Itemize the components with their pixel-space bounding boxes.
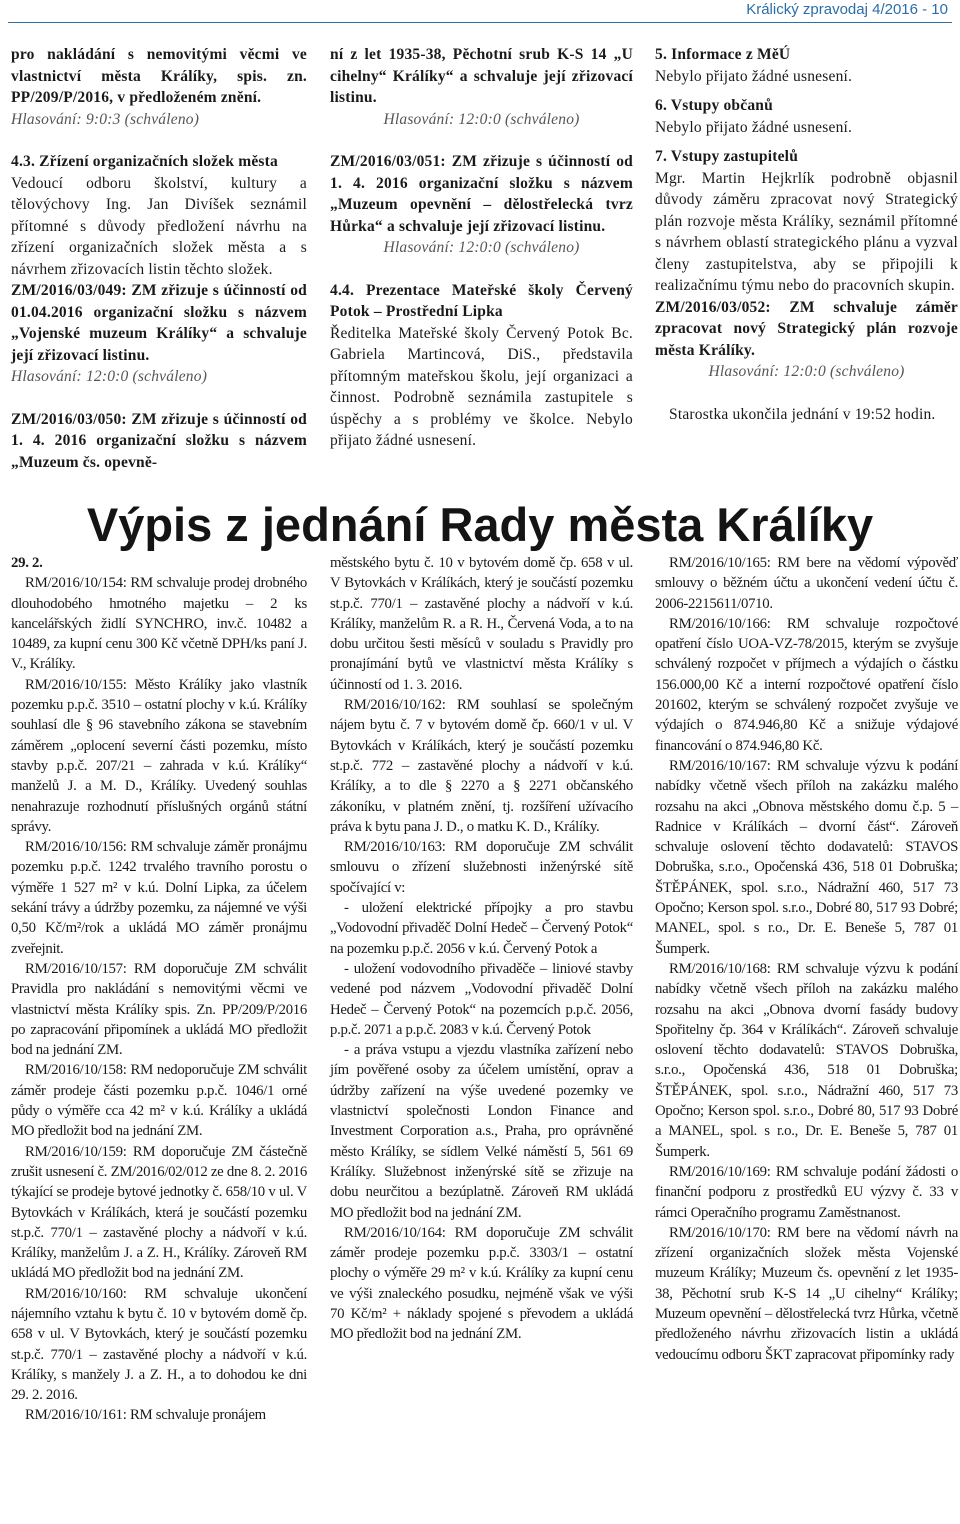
spacer	[655, 383, 958, 404]
paragraph: RM/2016/10/159: RM doporučuje ZM částečně zrušit usnesení č. ZM/2016/02/012 ze dne 8. 2. 2016 týkající se prodeje bytové jednotky č. 658/10 v ul. V Bytovkách v Králíkách, která je součástí pozemku st.p.č. 770/1 – zastavěné plochy a nádvoří v k.ú. Králíky, manželům J. a Z. H., Králíky. Zároveň RM ukládá MO předložit bod na jednání ZM.	[11, 1143, 307, 1282]
column-2	[330, 553, 633, 1345]
paragraph: RM/2016/10/167: RM schvaluje výzvu k podání nabídky včetně všech příloh na zakázku malého rozsahu na akci „Obnova městského domu č.p. 5 – Radnice v Králíkách – dvorní část“. Zároveň schvaluje oslovení těchto dodavatelů: STAVOS Dobruška, s.r.o., Opočenská 436, 518 01 Dobruška; ŠTĚPÁNEK, spol. s.r.o., Nádražní 460, 517 73 Opočno; Kerson spol. s.r.o., Dobré 80, 517 93 Dobré; MANEL, spol. s r.o., Dr. E. Beneše 5, 787 01 Šumperk.	[655, 757, 958, 957]
paragraph: - a práva vstupu a vjezdu vlastníka zařízení nebo jím pověřené osoby za účelem umístění, oprav a údržby zařízení na výše uvedené pozemky ve vlastnictví společnosti London Finance and Investment Corporation a.s., Praha, pro oprávněné město Králíky, se sídlem Velké náměstí 5, 561 69 Králíky. Služebnost inženýrské sítě se zřizuje na dobu neurčitou a bezúplatně. Zároveň RM ukládá MO předložit bod na jednání ZM.	[330, 1042, 633, 1221]
page-header-title: Králický zpravodaj 4/2016 - 10	[746, 1, 948, 18]
paragraph: městského bytu č. 10 v bytovém domě čp. 658 v ul. V Bytovkách v Králíkách, který je součástí pozemku st.p.č. 770/1 – zastavěné plochy a nádvoří v k.ú. Králíky, manželům R. a R. H., Červená Voda, a to na dobu určitou šesti měsíců v souladu s Pravidly pro pronajímání bytů ve vlastnictví města Králíky s účinností od 1. 3. 2016.	[330, 555, 633, 693]
paragraph: RM/2016/10/163: RM doporučuje ZM schválit smlouvu o zřízení služebnosti inženýrské sítě spočívající v:	[330, 839, 633, 896]
paragraph: RM/2016/10/160: RM schvaluje ukončení nájemního vztahu k bytu č. 10 v bytovém domě čp. 658 v ul. V Bytovkách, který je součástí pozemku st.p.č. 770/1 – zastavěné plochy a nádvoří v k.ú. Králíky, s manžely J. a Z. H., a to dohodou ke dni 29. 2. 2016.	[11, 1285, 307, 1404]
resolution-heading: 4.4. Prezentace Mateřské školy Červený Potok – Prostřední Lipka	[330, 281, 633, 320]
paragraph: - uložení vodovodního přivaděče – liniové stavby vedené pod názvem „Vodovodní přivaděč Dolní Hedeč – Červený Potok“ na pozemcích p.p.č. 2056, p.p.č. 2071 a p.p.č. 2083 v k.ú. Červený Potok	[330, 960, 633, 1038]
paragraph: RM/2016/10/156: RM schvaluje záměr pronájmu pozemku p.p.č. 1242 trvalého travního porostu o výměře 1 527 m² v k.ú. Dolní Lipka, za účelem sekání trávy a údržby pozemku, za nájemné ve výši 0,50 Kč/m²/rok a ukládá MO záměr pronájmu zveřejnit.	[11, 839, 307, 957]
paragraph: - uložení elektrické přípojky a pro stavbu „Vodovodní přivaděč Dolní Hedeč – Červený Potok“ na pozemku p.p.č. 2056 v k.ú. Červený Potok a	[330, 900, 633, 957]
page-header	[0, 0, 960, 22]
paragraph: Vedoucí odboru školství, kultury a tělovýchovy Ing. Jan Divíšek seznámil přítomné s důvody předložení návrhu na zřízení organizačních složek města a s návrhem zřizovacích listin těchto složek.	[11, 174, 307, 278]
paragraph: RM/2016/10/165: RM bere na vědomí výpověď smlouvy o běžném účtu a ukončení vedení účtu č. 2006-2215611/0710.	[655, 555, 958, 612]
vote-result: Hlasování: 12:0:0 (schváleno)	[383, 110, 580, 128]
column-1	[11, 44, 307, 473]
column-3	[655, 553, 958, 1365]
resolution-heading: ní z let 1935-38, Pěchotní srub K-S 14 „U cihelny“ Králíky“ a schvaluje její zřizovací listinu.	[330, 46, 633, 106]
paragraph: Starostka ukončila jednání v 19:52 hodin.	[669, 405, 936, 423]
paragraph: RM/2016/10/166: RM schvaluje rozpočtové opatření číslo UOA-VZ-78/2015, kterým se zvyšuje schválený rozpočet v příjmech a výdajích o částku 156.000,00 Kč a interní rozpočtové opatření číslo 201602, kterým se schválený rozpočet zvyšuje ve výdajích o 874.946,80 Kč a snižuje výdajové financování o 874.946,80 Kč.	[655, 615, 958, 754]
resolution-heading: 7. Vstupy zastupitelů	[655, 148, 799, 165]
paragraph: RM/2016/10/154: RM schvaluje prodej drobného dlouhodobého hmotného majetku – 2 ks kancelářských židlí SYNCHRO, inv.č. 10482 a 10489, za kupní cenu 300 Kč včetně DPH/ks paní J. V., Králíky.	[11, 575, 307, 673]
resolution-heading: 29. 2.	[11, 555, 43, 571]
paragraph: RM/2016/10/158: RM nedoporučuje ZM schválit záměr prodeje části pozemku p.p.č. 1046/1 orné půdy o výměře cca 42 m² v k.ú. Králíky a ukládá MO předložit bod na jednání ZM.	[11, 1062, 307, 1140]
paragraph: RM/2016/10/169: RM schvaluje podání žádosti o finanční podporu z prostředků EU výzvy č. 33 v rámci Operačního programu Zaměstnanost.	[655, 1163, 958, 1221]
paragraph: Nebylo přijato žádné usnesení.	[655, 118, 853, 136]
paragraph: Mgr. Martin Hejkrlík podrobně objasnil důvody záměru zpracovat nový Strategický plán rozvoje města Králíky, seznámil přítomné s návrhem oblastí strategického plánu a vyzval členy zastupitelstva, aby se připojili k realizačnímu týmu nebo do pracovních skupin.	[655, 169, 958, 294]
spacer	[655, 138, 958, 146]
spacer	[11, 388, 307, 409]
column-1	[11, 553, 307, 1426]
paragraph: RM/2016/10/170: RM bere na vědomí návrh na zřízení organizačních složek města Vojenské muzeum Králíky; Muzeum čs. opevnění z let 1935-38, Pěchotní srub K-S 14 „U cihelny“ Králíky; Muzeum opevnění – dělostřelecká tvrz Hůrka, včetně předloženého návrhu zřizovacích listin a ukládá vedoucímu odboru ŠKT zapracovat připomínky rady	[655, 1224, 958, 1363]
resolution-heading: 4.3. Zřízení organizačních složek města	[11, 153, 278, 170]
spacer	[330, 259, 633, 280]
paragraph: RM/2016/10/168: RM schvaluje výzvu k podání nabídky včetně všech příloh na zakázku malého rozsahu na akci „Obnova dvorní fasády budovy Spořitelny čp. 364 v Králíkách“. Zároveň schvaluje oslovení těchto dodavatelů: STAVOS Dobruška, s.r.o., Opočenská 436, 518 01 Dobruška; ŠTĚPÁNEK, spol. s.r.o., Nádražní 460, 517 73 Opočno; Kerson spol. s.r.o., Dobré 80, 517 93 Dobré a MANEL, spol. s r.o., Dr. E. Beneše 5, 787 01 Šumperk.	[655, 960, 958, 1160]
vote-result: Hlasování: 12:0:0 (schváleno)	[383, 239, 580, 256]
resolution-heading: ZM/2016/03/049: ZM zřizuje s účinností od 01.04.2016 organizační složku s názvem „Vojenské muzeum Králíky“ a schvaluje její zřizovací listinu.	[11, 282, 307, 364]
paragraph: RM/2016/10/164: RM doporučuje ZM schválit záměr prodeje pozemku p.p.č. 3303/1 – ostatní plochy o výměře 29 m² v k.ú. Králíky za kupní cenu ve výši znaleckého posudku, nejméně však ve výši 70 Kč/m² + náklady spojené s převodem a ukládá MO předložit bod na jednání ZM.	[330, 1224, 633, 1343]
section-heading: Výpis z jednání Rady města Králíky	[86, 498, 874, 551]
spacer	[655, 87, 958, 95]
resolution-heading: 5. Informace z MěÚ	[655, 46, 791, 63]
resolution-heading: ZM/2016/03/052: ZM schvaluje záměr zpracovat nový Strategický plán rozvoje města Králíky.	[655, 298, 958, 359]
paragraph: Nebylo přijato žádné usnesení.	[655, 67, 853, 85]
column-2	[330, 44, 633, 452]
vote-result: Hlasování: 12:0:0 (schváleno)	[11, 368, 208, 385]
paragraph: Ředitelka Mateřské školy Červený Potok Bc. Gabriela Martincová, DiS., představila přítomným mateřskou školu, její organizaci a činnost. Podrobně seznámila zastupitele s úspěchy a s problémy ve školce. Nebylo přijato žádné usnesení.	[330, 324, 633, 449]
resolution-heading: ZM/2016/03/051: ZM zřizuje s účinností od 1. 4. 2016 organizační složku s názvem „Muzeum opevnění – dělostřelecká tvrz Hůrka“ a schvaluje její zřizovací listinu.	[330, 153, 633, 235]
column-3	[655, 44, 958, 425]
paragraph: RM/2016/10/157: RM doporučuje ZM schválit Pravidla pro nakládání s nemovitými věcmi ve vlastnictví města Králíky spis. Zn. PP/209/P/2016 po zapracování připomínek a ukládá MO předložit bod na jednání ZM.	[11, 960, 307, 1059]
spacer	[330, 130, 633, 151]
vote-result: Hlasování: 12:0:0 (schváleno)	[708, 363, 905, 380]
resolution-heading: 6. Vstupy občanů	[655, 97, 773, 114]
paragraph: RM/2016/10/162: RM souhlasí se společným nájem bytu č. 7 v bytovém domě čp. 660/1 v ul. V Bytovkách v Králíkách, který je součástí pozemku st.p.č. 772 – zastavěné plochy a nádvoří v k.ú. Králíky, a to dle § 2270 a § 2271 občanského zákoníku, v platném znění, tj. rozšíření užívacího práva k bytu pana J. D., o matku K. D., Králíky.	[330, 697, 633, 835]
spacer	[11, 130, 307, 151]
vote-result: Hlasování: 9:0:3 (schváleno)	[11, 110, 200, 128]
resolution-heading: ZM/2016/03/050: ZM zřizuje s účinností od 1. 4. 2016 organizační složku s názvem „Muzeum čs. opevně-	[11, 410, 307, 471]
header-rule	[8, 22, 952, 23]
paragraph: RM/2016/10/161: RM schvaluje pronájem	[25, 1407, 266, 1424]
resolution-heading: pro nakládání s nemovitými věcmi ve vlastnictví města Králíky, spis. zn. PP/209/P/2016, v předloženém znění.	[11, 46, 307, 106]
paragraph: RM/2016/10/155: Město Králíky jako vlastník pozemku p.p.č. 3510 – ostatní plochy v k.ú. Králíky souhlasí dle § 96 stavebního zákona se stavebním záměrem „oplocení severní části pozemku, místo stavby p.p.č. 207/21 – zahrada v k.ú. Králíky“ manželů J. a M. D., Králíky. Uvedený souhlas nenahrazuje rozhodnutí příslušných orgánů státní správy.	[11, 676, 307, 835]
